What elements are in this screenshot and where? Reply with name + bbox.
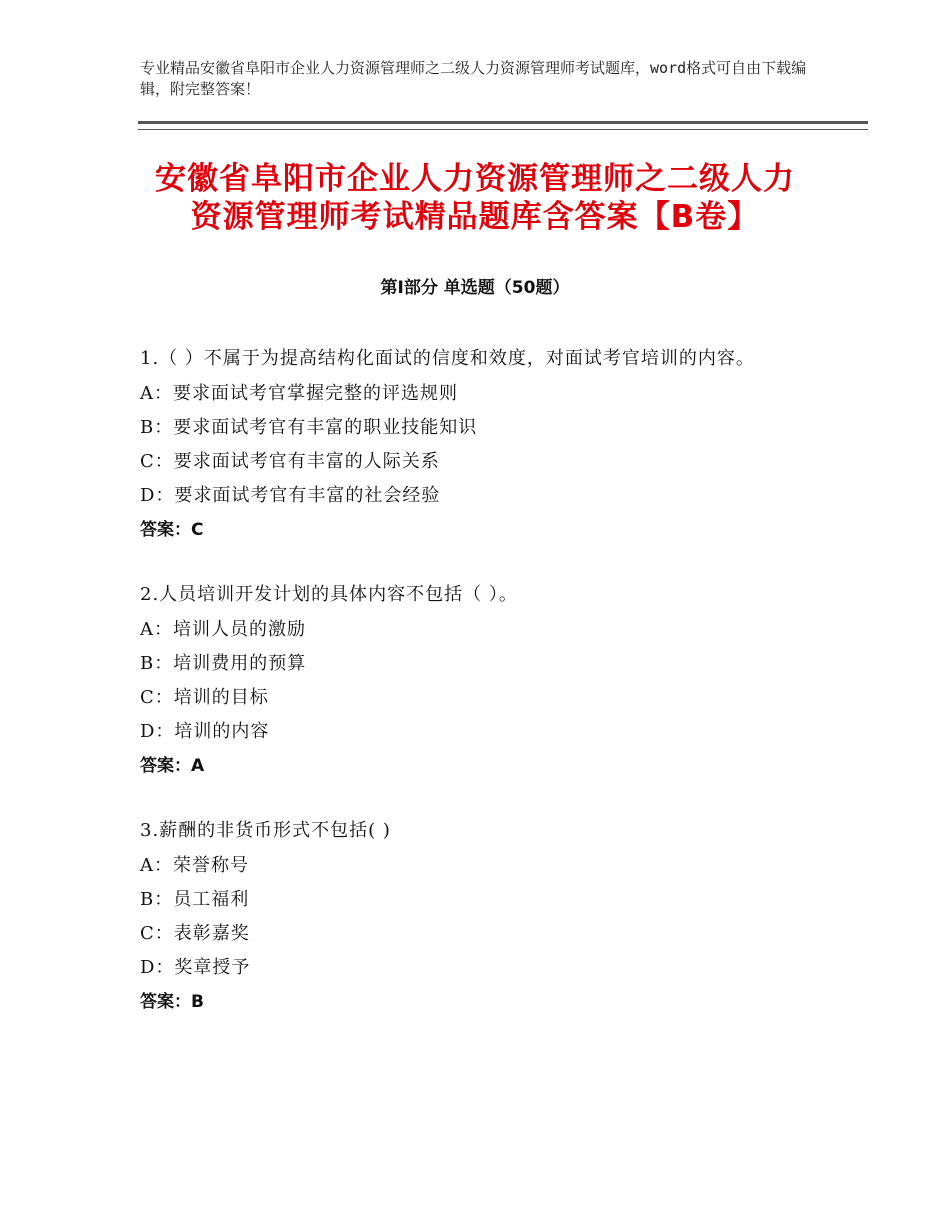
option-c: C：培训的目标 (140, 687, 269, 708)
question-3 (140, 815, 820, 1019)
answer: 答案：C (140, 520, 204, 540)
question-1 (140, 343, 820, 547)
question-list (140, 343, 820, 1051)
option-c: C：表彰嘉奖 (140, 923, 250, 944)
question-stem: 1.（ ）不属于为提高结构化面试的信度和效度，对面试考官培训的内容。 (140, 348, 755, 369)
option-b: B：员工福利 (140, 889, 250, 910)
question-2 (140, 579, 820, 783)
option-b: B：要求面试考官有丰富的职业技能知识 (140, 417, 478, 438)
header-divider (138, 121, 868, 130)
question-stem: 2.人员培训开发计划的具体内容不包括（ ）。 (140, 584, 518, 605)
section-title: 第Ⅰ部分 单选题（50题） (380, 278, 570, 298)
option-d: D：要求面试考官有丰富的社会经验 (140, 485, 441, 506)
question-stem: 3.薪酬的非货币形式不包括( ) (140, 820, 391, 841)
option-b: B：培训费用的预算 (140, 653, 307, 674)
header-note: 专业精品安徽省阜阳市企业人力资源管理师之二级人力资源管理师考试题库，word格式可自由下载编辑，附完整答案！ (140, 59, 807, 98)
option-c: C：要求面试考官有丰富的人际关系 (140, 451, 440, 472)
answer: 答案：B (140, 992, 204, 1012)
option-d: D：培训的内容 (140, 721, 270, 742)
answer: 答案：A (140, 756, 205, 776)
document-title: 安徽省阜阳市企业人力资源管理师之二级人力资源管理师考试精品题库含答案【B卷】 (155, 161, 795, 235)
option-a: A：荣誉称号 (140, 855, 249, 876)
option-a: A：要求面试考官掌握完整的评选规则 (140, 383, 458, 404)
option-a: A：培训人员的激励 (140, 619, 306, 640)
option-d: D：奖章授予 (140, 957, 251, 978)
